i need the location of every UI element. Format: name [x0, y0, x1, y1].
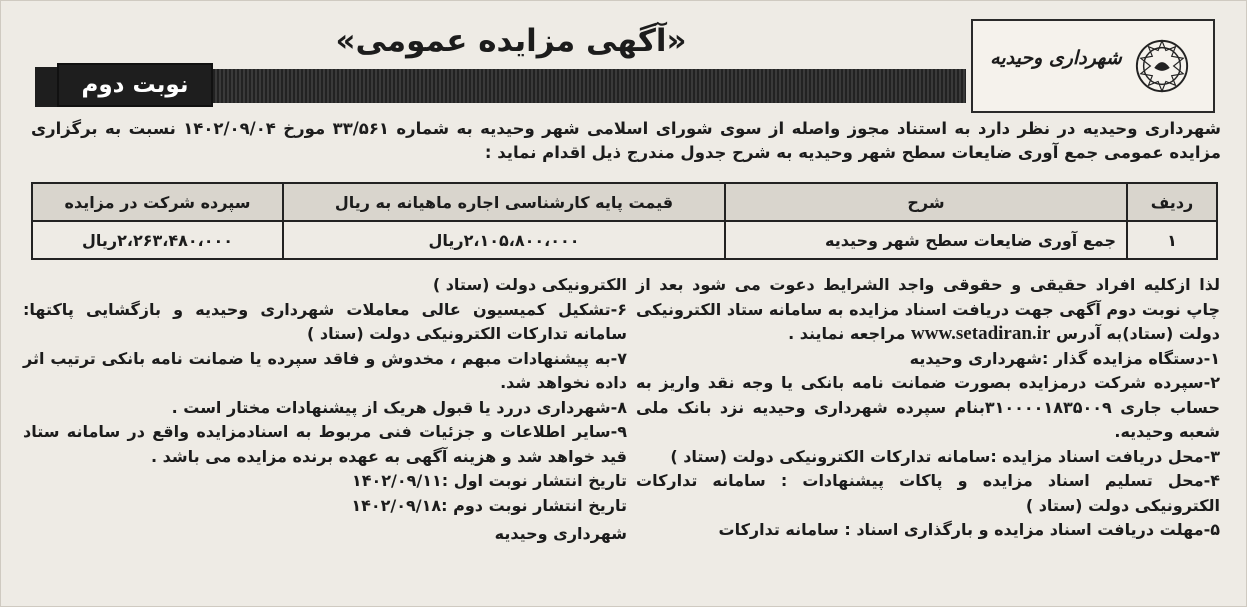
first-publication-date: تاریخ انتشار نوبت اول :۱۴۰۲/۰۹/۱۱	[351, 471, 627, 490]
header-deposit: سپرده شرکت در مزایده	[32, 183, 283, 221]
left-text-column	[23, 273, 627, 547]
item-4: ۴-محل تسلیم اسناد مزایده و پاکات پیشنهادات : سامانه تدارکات الکترونیکی دولت (ستاد )	[636, 471, 1220, 515]
item-6: ۶-تشکیل کمیسیون عالی معاملات شهرداری وحیدیه و بازگشایی پاکتها: سامانه تدارکات الکترونیکی دولت (ستاد )	[23, 299, 627, 343]
item-9: ۹-سایر اطلاعات و جزئیات فنی مربوط به اسنادمزایده واقع در سامانه ستاد قید خواهد شد و هزینه آگهی به عهده برنده مزایده می باشد .	[23, 422, 627, 466]
item-3: ۳-محل دریافت اسناد مزایده :سامانه تدارکات الکترونیکی دولت (ستاد )	[670, 446, 1220, 466]
header-base-price: قیمت پایه کارشناسی اجاره ماهیانه به ریال	[283, 183, 725, 221]
page-title: «آگهی مزایده عمومی»	[335, 23, 687, 59]
item-8: ۸-شهرداری دررد یا قبول هریک از پیشنهادات مختار است .	[171, 397, 627, 417]
table-row	[32, 221, 1217, 259]
cell-row-number: ۱	[1127, 221, 1217, 259]
cell-base-price: ۲،۱۰۵،۸۰۰،۰۰۰ریال	[283, 221, 725, 259]
badge-notch	[35, 67, 57, 107]
item-5-continued: الکترونیکی دولت (ستاد )	[432, 275, 627, 294]
invitation-text: لذا ازکلیه افراد حقیقی و حقوقی واجد الشرایط دعوت می شود بعد از چاپ نوبت دوم آگهی جهت دریافت اسناد مزایده به سامانه ستاد الکترونیکی دولت (ستاد)به آدرس	[635, 275, 1220, 343]
title-underline-bar	[211, 69, 966, 103]
header-description: شرح	[725, 183, 1127, 221]
item-5: ۵-مهلت دریافت اسناد مزایده و بارگذاری اسناد : سامانه تدارکات	[718, 520, 1220, 539]
item-2: ۲-سپرده شرکت درمزایده بصورت ضمانت نامه بانکی یا وجه نقد واریز به حساب جاری ۳۱۰۰۰۰۱۸۳۵۰۰۹بنام سپرده شهرداری وحیدیه نزد بانک ملی شعبه وحیدیه.	[636, 373, 1220, 441]
header-row-number: ردیف	[1127, 183, 1217, 221]
cell-deposit: ۲،۲۶۳،۴۸۰،۰۰۰ریال	[32, 221, 283, 259]
right-text-column	[636, 273, 1220, 543]
item-1: ۱-دستگاه مزایده گذار :شهرداری وحیدیه	[909, 348, 1220, 368]
invitation-text-end: مراجعه نمایند .	[788, 324, 906, 343]
municipality-logo-box	[971, 19, 1215, 113]
second-publication-date: تاریخ انتشار نوبت دوم :۱۴۰۲/۰۹/۱۸	[351, 495, 627, 515]
setad-website-link[interactable]: www.setadiran.ir	[911, 323, 1051, 344]
auction-items-table	[31, 182, 1218, 260]
municipality-emblem-icon	[1133, 37, 1191, 95]
cell-description: جمع آوری ضایعات سطح شهر وحیدیه	[725, 221, 1127, 259]
invitation-paragraph	[636, 273, 1220, 347]
table-header-row	[32, 183, 1217, 221]
item-7: ۷-به پیشنهادات مبهم ، مخدوش و فاقد سپرده یا ضمانت نامه بانکی ترتیب اثر داده نخواهد شد.	[23, 348, 627, 392]
signature: شهرداری وحیدیه	[494, 524, 627, 543]
round-badge: نوبت دوم	[57, 63, 213, 107]
intro-paragraph: شهرداری وحیدیه در نظر دارد به استناد مجوز واصله از سوی شورای اسلامی شهر وحیدیه به شماره ۳۳/۵۶۱ مورخ ۱۴۰۲/۰۹/۰۴ نسبت به برگزاری مزایده عمومی جمع آوری ضایعات سطح شهر وحیدیه به شرح جدول مندرج ذیل اقدام نماید :	[31, 119, 1221, 162]
logo-text: شهرداری وحیدیه	[990, 47, 1122, 69]
